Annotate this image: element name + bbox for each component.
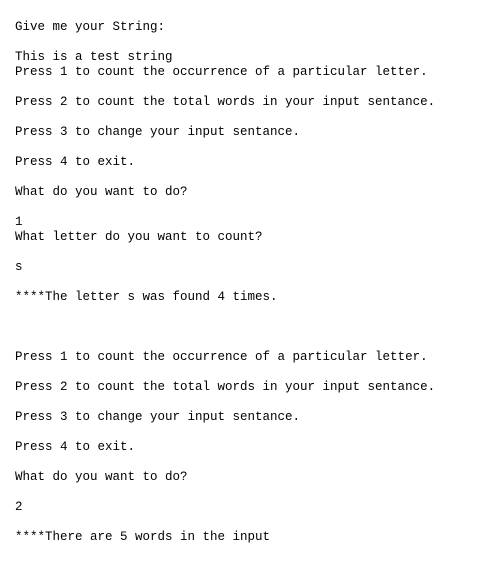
menu-option-1: Press 1 to count the occurrence of a particular letter. bbox=[15, 65, 428, 79]
result-line: ****The letter s was found 4 times. bbox=[15, 290, 278, 304]
menu-option-3: Press 3 to change your input sentance. bbox=[15, 410, 301, 424]
user-input-line: 2 bbox=[15, 500, 23, 514]
user-input-line: s bbox=[15, 260, 23, 274]
menu-question: What do you want to do? bbox=[15, 470, 188, 484]
menu-option-2: Press 2 to count the total words in your input sentance. bbox=[15, 380, 436, 394]
user-input-line: This is a test string bbox=[15, 50, 173, 64]
result-line: ****There are 5 words in the input bbox=[15, 530, 271, 544]
prompt-line: Give me your String: bbox=[15, 20, 166, 34]
menu-option-2: Press 2 to count the total words in your input sentance. bbox=[15, 95, 436, 109]
menu-question: What do you want to do? bbox=[15, 185, 188, 199]
menu-option-4: Press 4 to exit. bbox=[15, 155, 136, 169]
menu-option-3: Press 3 to change your input sentance. bbox=[15, 125, 301, 139]
menu-option-1: Press 1 to count the occurrence of a particular letter. bbox=[15, 350, 428, 364]
letter-question: What letter do you want to count? bbox=[15, 230, 263, 244]
console-output bbox=[15, 0, 495, 563]
menu-option-4: Press 4 to exit. bbox=[15, 440, 136, 454]
user-input-line: 1 bbox=[15, 215, 23, 229]
